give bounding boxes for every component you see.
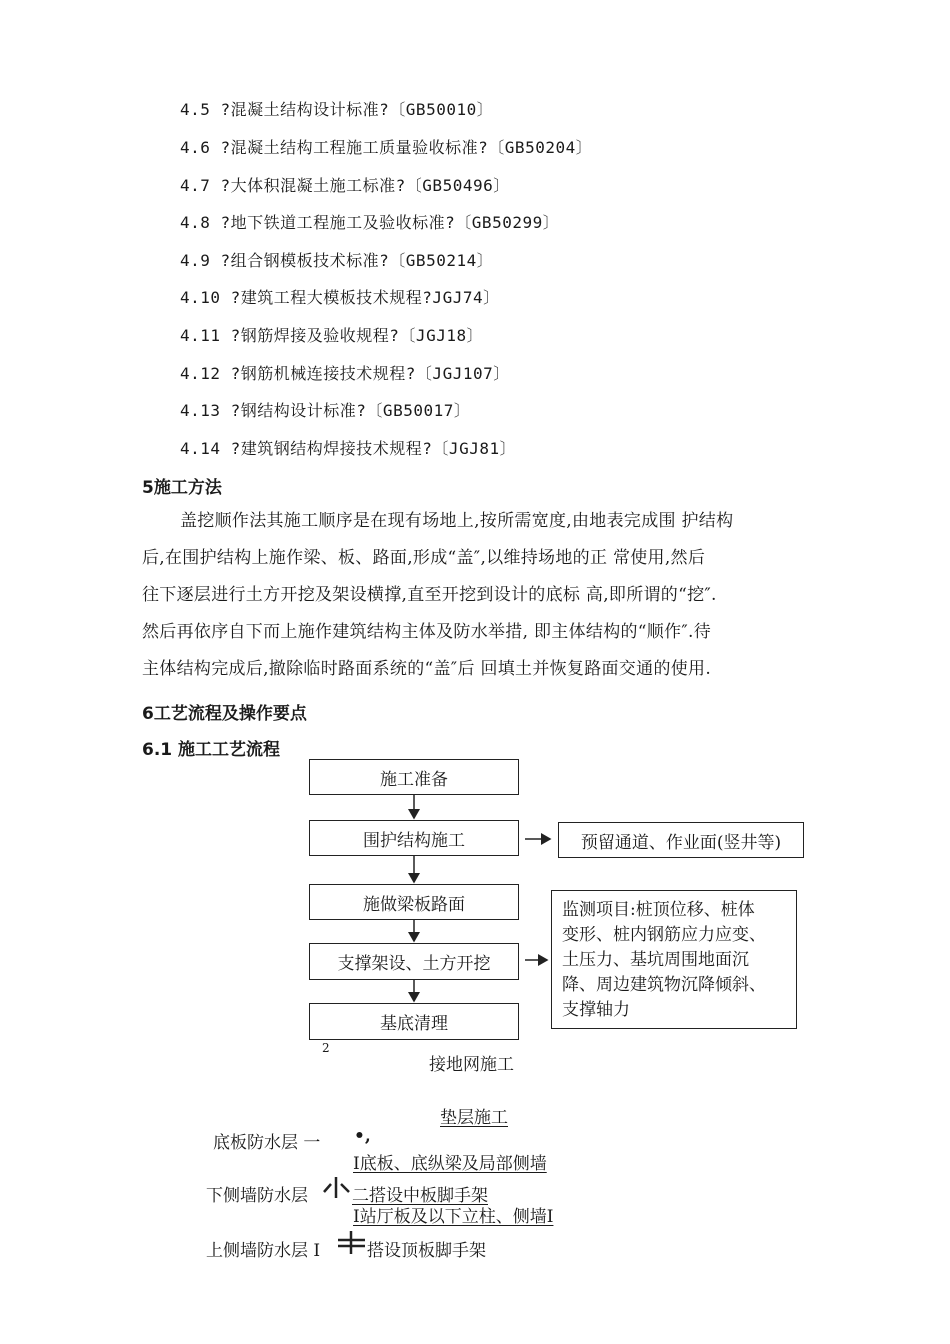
- lower-wall-waterproof-label: 下侧墙防水层: [206, 1186, 308, 1206]
- reference-item: 4.14 ?建筑钢结构焊接技术规程?〔JGJ81〕: [180, 439, 517, 458]
- scribble-mark: [324, 1177, 349, 1198]
- paragraph-line: 主体结构完成后,撤除临时路面系统的“盖″后 回填土并恢复路面交通的使用.: [142, 659, 712, 679]
- page-marker: 2: [322, 1041, 330, 1055]
- reference-item: 4.5 ?混凝土结构设计标准?〔GB50010〕: [180, 100, 494, 119]
- monitor-line: 土压力、基坑周围地面沉: [562, 950, 749, 970]
- reference-item: 4.11 ?钢筋焊接及验收规程?〔JGJ18〕: [180, 326, 484, 345]
- flow-step-retaining-structure: [309, 820, 519, 856]
- monitor-line: 降、周边建筑物沉降倾斜、: [562, 975, 766, 995]
- dot-mark: •,: [354, 1126, 371, 1146]
- paragraph-line: 后,在围护结构上施作梁、板、路面,形成“盖″,以维持场地的正 常使用,然后: [142, 548, 706, 568]
- flow-step-beam-slab-road: [309, 884, 519, 920]
- reference-item: 4.7 ?大体积混凝土施工标准?〔GB50496〕: [180, 176, 510, 195]
- monitoring-items-box: [551, 890, 797, 1029]
- reference-item: 4.10 ?建筑工程大模板技术规程?JGJ74〕: [180, 288, 500, 307]
- flow-step-support-excavation: [309, 943, 519, 980]
- paragraph-line: 盖挖顺作法其施工顺序是在现有场地上,按所需宽度,由地表完成围 护结构: [180, 511, 734, 531]
- section-5-heading: 5施工方法: [142, 478, 222, 498]
- monitor-line: 支撑轴力: [562, 1000, 630, 1020]
- paragraph-line: 然后再依序自下而上施作建筑结构主体及防水举措, 即主体结构的“顺作″.待: [142, 622, 712, 642]
- section-6-heading: 6工艺流程及操作要点: [142, 704, 307, 724]
- paragraph-line: 往下逐层进行土方开挖及架设横撑,直至开挖到设计的底标 高,即所谓的“挖″.: [142, 585, 717, 605]
- side-note-label: 预留通道、作业面(竖井等): [580, 832, 782, 853]
- bottom-waterproof-label: 底板防水层 一: [213, 1133, 321, 1153]
- flow-step-label: 施工准备: [380, 769, 448, 790]
- middle-scaffold-label: 二搭设中板脚手架: [352, 1186, 488, 1206]
- flow-step-label: 基底清理: [380, 1014, 448, 1034]
- reference-item: 4.8 ?地下铁道工程施工及验收标准?〔GB50299〕: [180, 213, 560, 232]
- top-scaffold-label: 搭设顶板脚手架: [367, 1241, 486, 1261]
- flow-step-prepare: [309, 759, 519, 795]
- flow-step-label: 支撑架设、土方开挖: [337, 954, 491, 974]
- station-hall-label: I站厅板及以下立柱、侧墙I: [353, 1207, 554, 1227]
- flow-step-label: 围护结构施工: [363, 830, 465, 851]
- reference-item: 4.12 ?钢筋机械连接技术规程?〔JGJ107〕: [180, 364, 510, 383]
- plus-mark: [338, 1231, 365, 1254]
- side-note-box: [558, 822, 804, 858]
- monitor-line: 变形、桩内钢筋应力应变、: [562, 925, 766, 945]
- grounding-label: 接地网施工: [429, 1055, 514, 1075]
- reference-item: 4.6 ?混凝土结构工程施工质量验收标准?〔GB50204〕: [180, 138, 593, 157]
- bottom-slab-label: I底板、底纵梁及局部侧墙: [353, 1154, 547, 1174]
- flow-step-base-cleaning: [309, 1003, 519, 1040]
- reference-item: 4.9 ?组合钢模板技术标准?〔GB50214〕: [180, 251, 494, 270]
- flow-step-label: 施做梁板路面: [363, 894, 465, 915]
- reference-item: 4.13 ?钢结构设计标准?〔GB50017〕: [180, 401, 471, 420]
- cushion-label: 垫层施工: [440, 1108, 508, 1128]
- upper-wall-waterproof-label: 上侧墙防水层 I: [206, 1241, 321, 1261]
- section-6-1-heading: 6.1 施工工艺流程: [142, 740, 281, 760]
- monitor-line: 监测项目:桩顶位移、桩体: [562, 900, 755, 920]
